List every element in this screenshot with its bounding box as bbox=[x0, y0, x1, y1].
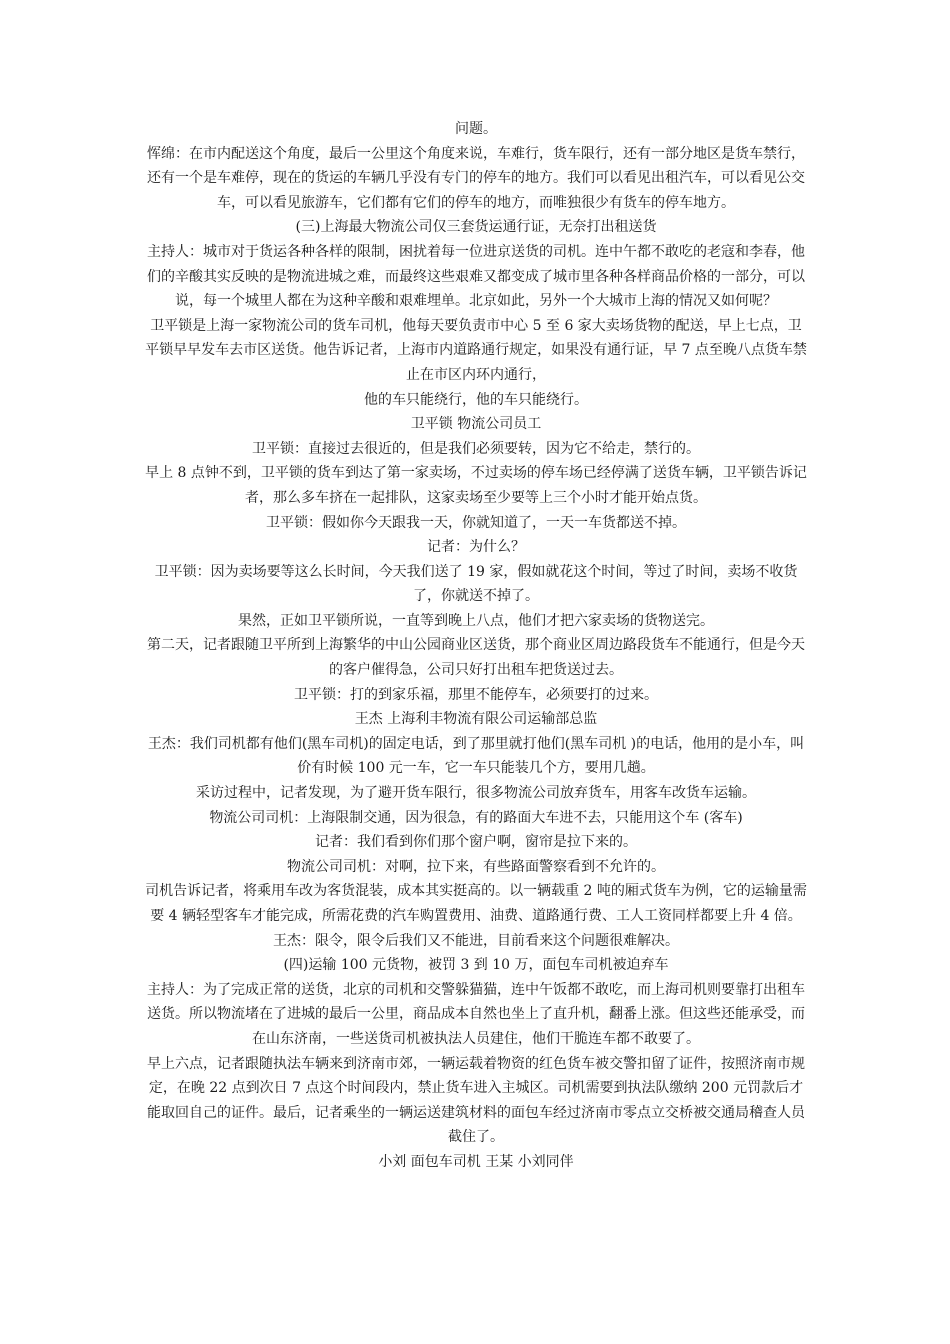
paragraph: 卫平锁：假如你今天跟我一天，你就知道了，一天一车货都送不掉。 bbox=[266, 514, 686, 531]
paragraph: 物流公司司机：对啊，拉下来，有些路面警察看到不允许的。 bbox=[287, 858, 665, 875]
paragraph: 早上六点，记者跟随执法车辆来到济南市郊，一辆运载着物资的红色货车被交警扣留了证件，按照济南市规定，在晚 22 点到次日 7 点这个时间段内，禁止货车进入主城区。司机需要到执法队缴纳 200 元罚款后才能取回自己的证件。最后，记者乘坐的一辆运送建筑材料的面包车经过济南市零点立交桥被交通局稽查人员截住了。 bbox=[147, 1055, 805, 1146]
paragraph: 采访过程中，记者发现，为了避开货车限行，很多物流公司放弃货车，用客车改货车运输。 bbox=[196, 785, 756, 802]
speaker-caption: 卫平锁 物流公司员工 bbox=[410, 416, 542, 433]
paragraph: 物流公司司机：上海限制交通，因为很急，有的路面大车进不去，只能用这个车 (客车) bbox=[209, 809, 743, 826]
paragraph: 卫平锁：打的到家乐福，那里不能停车，必须要打的过来。 bbox=[294, 686, 658, 703]
paragraph: 问题。 bbox=[455, 121, 497, 137]
paragraph: 主持人：城市对于货运各种各样的限制，困扰着每一位进京送货的司机。连中午都不敢吃的老寇和李春，他们的辛酸其实反映的是物流进城之难，而最终这些艰难又都变成了城市里各种各样商品价格的一部分，可以说，每一个城里人都在为这种辛酸和艰难埋单。北京如此，另外一个大城市上海的情况又如何呢？ bbox=[147, 243, 805, 310]
document-body bbox=[144, 117, 808, 1175]
section-heading: (四)运输 100 元货物，被罚 3 到 10 万，面包车司机被迫弃车 bbox=[283, 957, 669, 974]
paragraph: 卫平锁是上海一家物流公司的货车司机，他每天要负责市中心 5 至 6 家大卖场货物的配送，早上七点，卫平锁早早发车去市区送货。他告诉记者，上海市内道路通行规定，如果没有通行证，早 7 点至晚八点货车禁止在市区内环内通行， bbox=[145, 317, 807, 383]
paragraph: 王杰：限令，限令后我们又不能进，目前看来这个问题很难解决。 bbox=[273, 932, 679, 949]
speaker-caption: 小刘 面包车司机 王某 小刘同伴 bbox=[378, 1153, 574, 1170]
paragraph: 主持人：为了完成正常的送货，北京的司机和交警躲猫猫，连中午饭都不敢吃，而上海司机则要靠打出租车送货。所以物流堵在了进城的最后一公里，商品成本自然也坐上了直升机，翻番上涨。但这些还能承受，而在山东济南，一些送货司机被执法人员建住，他们干脆连车都不敢要了。 bbox=[147, 981, 805, 1047]
section-heading: (三)上海最大物流公司仅三套货运通行证，无奈打出租送货 bbox=[295, 219, 657, 236]
paragraph: 记者：为什么？ bbox=[427, 539, 525, 556]
paragraph: 王杰：我们司机都有他们(黑车司机)的固定电话，到了那里就打他们(黑车司机 )的电话，他用的是小车，叫价有时候 100 元一车，它一车只能装几个方，要用几趟。 bbox=[147, 735, 805, 777]
speaker-caption: 王杰 上海利丰物流有限公司运输部总监 bbox=[354, 711, 598, 728]
paragraph: 第二天，记者跟随卫平所到上海繁华的中山公园商业区送货，那个商业区周边路段货车不能通行，但是今天的客户催得急，公司只好打出租车把货送过去。 bbox=[147, 637, 805, 679]
paragraph: 恽绵：在市内配送这个角度，最后一公里这个角度来说，车难行，货车限行，还有一部分地区是货车禁行，还有一个是车难停，现在的货运的车辆几乎没有专门的停车的地方。我们可以看见出租汽车，可以看见公交车，可以看见旅游车，它们都有它们的停车的地方，而唯独很少有货车的停车地方。 bbox=[147, 145, 805, 211]
paragraph: 司机告诉记者，将乘用车改为客货混装，成本其实挺高的。以一辆载重 2 吨的厢式货车为例，它的运输量需要 4 辆轻型客车才能完成，所需花费的汽车购置费用、油费、道路通行费、工人工资同样都要上升 4 倍。 bbox=[145, 883, 807, 924]
paragraph: 卫平锁：直接过去很近的，但是我们必须要转，因为它不给走，禁行的。 bbox=[252, 440, 700, 457]
paragraph: 卫平锁：因为卖场要等这么长时间，今天我们送了 19 家，假如就花这个时间，等过了时间，卖场不收货了，你就送不掉了。 bbox=[154, 563, 798, 605]
paragraph: 早上 8 点钟不到，卫平锁的货车到达了第一家卖场，不过卖场的停车场已经停满了送货车辆，卫平锁告诉记者，那么多车挤在一起排队，这家卖场至少要等上三个小时才能开始点货。 bbox=[145, 465, 807, 506]
paragraph: 他的车只能绕行，他的车只能绕行。 bbox=[364, 391, 588, 408]
paragraph: 记者：我们看到你们那个窗户啊，窗帘是拉下来的。 bbox=[315, 834, 637, 851]
paragraph: 果然，正如卫平锁所说，一直等到晚上八点，他们才把六家卖场的货物送完。 bbox=[238, 612, 714, 629]
